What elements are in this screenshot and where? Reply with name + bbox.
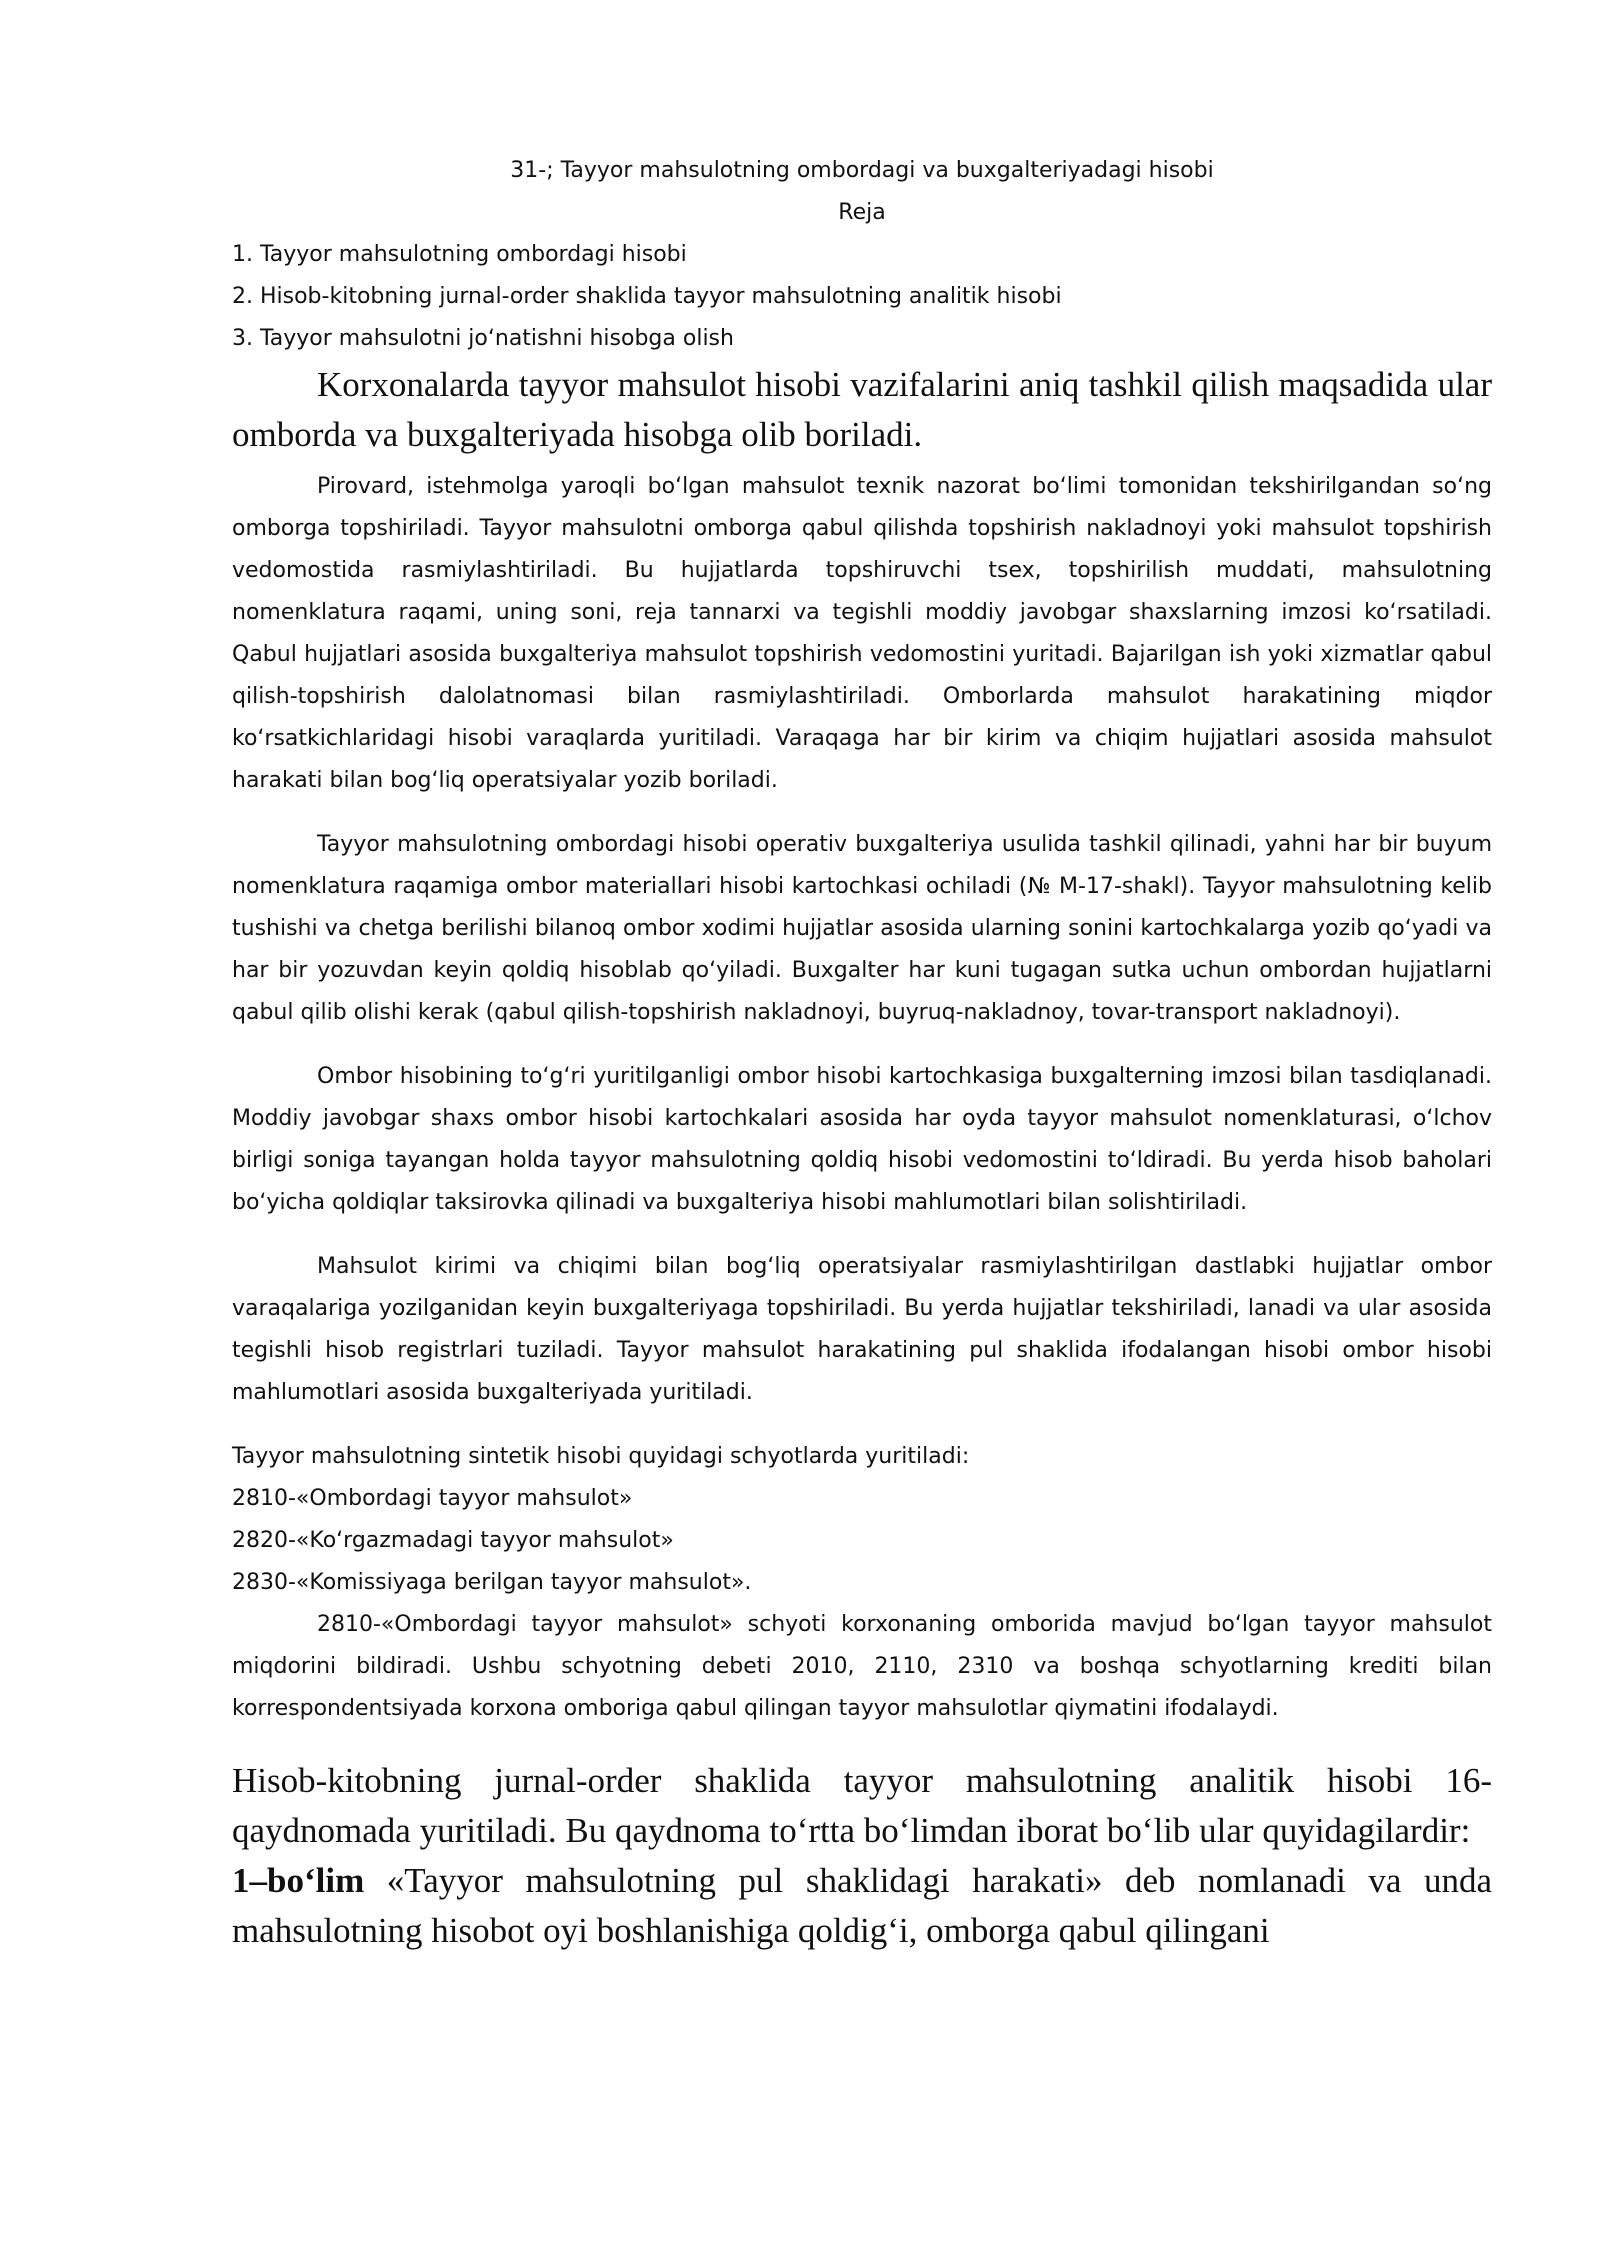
account-item: 2830-«Komissiyaga berilgan tayyor mahsulot». — [232, 1570, 752, 1595]
intro-paragraph: Korxonalarda tayyor mahsulot hisobi vazifalarini aniq tashkil qilish maqsadida ular omborda va buxgalteriyada hisobga olib boriladi. — [232, 365, 1492, 454]
section-1-label: 1–bo‘lim — [232, 1861, 365, 1900]
body-paragraph: Tayyor mahsulotning ombordagi hisobi operativ buxgalteriya usulida tashkil qilinadi, yahni har bir buyum nomenklatura raqamiga ombor materiallari hisobi kartochkasi ochiladi (№ M-17-shakl). Tayyor mahsulotning kelib tushishi va chetga berilishi bilanoq ombor xodimi hujjatlar asosida ularning sonini kartochkalarga yozib qo‘yadi va har bir yozuvdan keyin qoldiq hisoblab qo‘yiladi. Buxgalter har kuni tugagan sutka uchun ombordan hujjatlarni qabul qilib olishi kerak (qabul qilish-topshirish nakladnoyi, buyruq-nakladnoy, tovar-transport nakladnoyi). — [232, 832, 1492, 1025]
body-paragraph: Ombor hisobining to‘g‘ri yuritilganligi ombor hisobi kartochkasiga buxgalterning imzosi bilan tasdiqlanadi. Moddiy javobgar shaxs ombor hisobi kartochkalari asosida har oyda tayyor mahsulot nomenklaturasi, o‘lchov birligi soniga tayangan holda tayyor mahsulotning qoldiq hisobi vedomostini to‘ldiradi. Bu yerda hisob baholari bo‘yicha qoldiqlar taksirovka qilinadi va buxgalteriya hisobi mahlumotlari bilan solishtiriladi. — [232, 1064, 1492, 1215]
document-title: 31-; Tayyor mahsulotning ombordagi va buxgalteriyadagi hisobi — [510, 158, 1214, 183]
plan-list — [232, 234, 1492, 360]
accounts-list — [232, 1478, 1492, 1604]
body-paragraph: Mahsulot kirimi va chiqimi bilan bog‘liq operatsiyalar rasmiylashtirilgan dastlabki hujjatlar ombor varaqalariga yozilganidan keyin buxgalteriyaga topshiriladi. Bu yerda hujjatlar tekshiriladi, lanadi va ular asosida tegishli hisob registrlari tuziladi. Tayyor mahsulot harakatining pul shaklida ifodalangan hisobi ombor hisobi mahlumotlari asosida buxgalteriyada yuritiladi. — [232, 1254, 1492, 1405]
plan-heading: Reja — [838, 200, 886, 225]
body-paragraph: Pirovard, istehmolga yaroqli bo‘lgan mahsulot texnik nazorat bo‘limi tomonidan tekshirilgandan so‘ng omborga topshiriladi. Tayyor mahsulotni omborga qabul qilishda topshirish nakladnoyi yoki mahsulot topshirish vedomostida rasmiylashtiriladi. Bu hujjatlarda topshiruvchi tsex, topshirilish muddati, mahsulotning nomenklatura raqami, uning soni, reja tannarxi va tegishli moddiy javobgar shaxslarning imzosi ko‘rsatiladi. Qabul hujjatlari asosida buxgalteriya mahsulot topshirish vedomostini yuritadi. Bajarilgan ish yoki xizmatlar qabul qilish-topshirish dalolatnomasi bilan rasmiylashtiriladi. Omborlarda mahsulot harakatining miqdor ko‘rsatkichlaridagi hisobi varaqlarda yuritiladi. Varaqaga har bir kirim va chiqim hujjatlari asosida mahsulot harakati bilan bog‘liq operatsiyalar yozib boriladi. — [232, 474, 1492, 793]
plan-item: 3. Tayyor mahsulotni jo‘natishni hisobga olish — [232, 326, 734, 351]
accounts-intro: Tayyor mahsulotning sintetik hisobi quyidagi schyotlarda yuritiladi: — [232, 1444, 970, 1469]
plan-item: 1. Tayyor mahsulotning ombordagi hisobi — [232, 242, 687, 267]
section-1-paragraph — [232, 1856, 1492, 1956]
account-note: 2810-«Ombordagi tayyor mahsulot» schyoti korxonaning omborida mavjud bo‘lgan tayyor mahsulot miqdorini bildiradi. Ushbu schyotning debeti 2010, 2110, 2310 va boshqa schyotlarning krediti bilan korrespondentsiyada korxona omboriga qabul qilingan tayyor mahsulotlar qiymatini ifodalaydi. — [232, 1612, 1492, 1721]
section-1-text: «Tayyor mahsulotning pul shaklidagi harakati» deb nomlanadi va unda mahsulotning hisobot oyi boshlanishiga qoldig‘i, omborga qabul qilingani — [232, 1861, 1492, 1950]
journal-paragraph: Hisob-kitobning jurnal-order shaklida tayyor mahsulotning analitik hisobi 16-qaydnomada yuritiladi. Bu qaydnoma to‘rtta bo‘limdan iborat bo‘lib ular quyidagilardir: — [232, 1761, 1492, 1850]
account-item: 2820-«Ko‘rgazmadagi tayyor mahsulot» — [232, 1528, 674, 1553]
plan-item: 2. Hisob-kitobning jurnal-order shaklida tayyor mahsulotning analitik hisobi — [232, 284, 1062, 309]
account-item: 2810-«Ombordagi tayyor mahsulot» — [232, 1486, 633, 1511]
